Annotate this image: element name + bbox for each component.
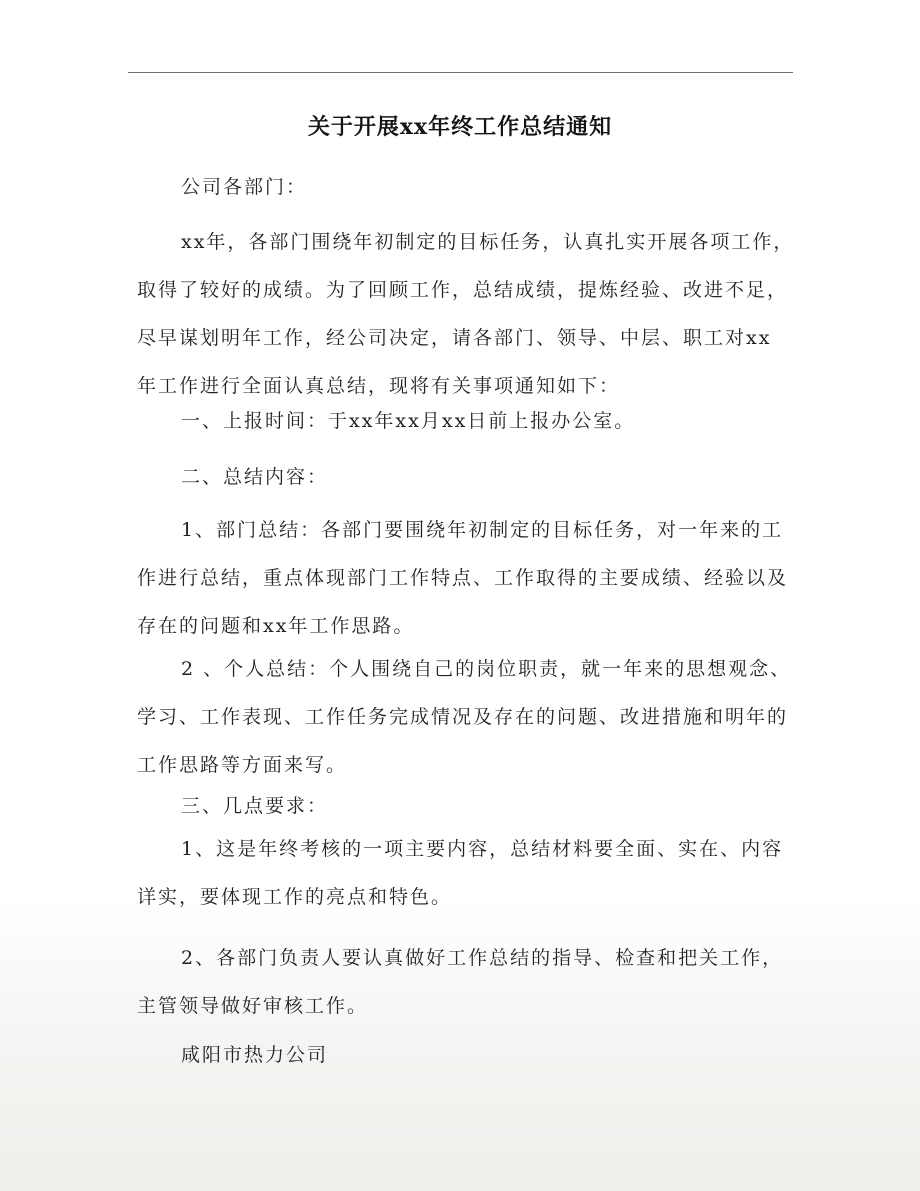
item-line: 作进行总结，重点体现部门工作特点、工作取得的主要成绩、经验以及 [137, 567, 789, 589]
item-3-1-paragraph [137, 825, 797, 921]
document-title: 关于开展xx年终工作总结通知 [307, 114, 613, 140]
intro-paragraph [137, 218, 797, 410]
item-line: 2、各部门负责人要认真做好工作总结的指导、检查和把关工作， [181, 947, 784, 969]
intro-line: 尽早谋划明年工作，经公司决定，请各部门、领导、中层、职工对xx [137, 327, 772, 349]
item-line: 1、部门总结：各部门要围绕年初制定的目标任务，对一年来的工 [181, 519, 784, 541]
item-2-2-paragraph [137, 645, 797, 789]
section-2-heading: 二、总结内容： [181, 466, 329, 488]
intro-line: 取得了较好的成绩。为了回顾工作，总结成绩，提炼经验、改进不足， [137, 279, 789, 301]
intro-line: 年工作进行全面认真总结，现将有关事项通知如下： [137, 375, 621, 397]
item-3-2-paragraph [137, 934, 797, 1030]
item-line: 主管领导做好审核工作。 [137, 995, 369, 1017]
salutation: 公司各部门： [181, 176, 308, 198]
intro-line: xx年，各部门围绕年初制定的目标任务，认真扎实开展各项工作， [181, 231, 795, 253]
item-line: 2 、个人总结：个人围绕自己的岗位职责，就一年来的思想观念、 [181, 658, 792, 680]
section-1-heading: 一、上报时间：于xx年xx月xx日前上报办公室。 [181, 410, 636, 432]
item-line: 学习、工作表现、工作任务完成情况及存在的问题、改进措施和明年的 [137, 706, 789, 728]
item-line: 工作思路等方面来写。 [137, 754, 348, 776]
item-line: 1、这是年终考核的一项主要内容，总结材料要全面、实在、内容 [181, 838, 784, 860]
section-3-heading: 三、几点要求： [181, 795, 329, 817]
item-line: 存在的问题和xx年工作思路。 [137, 615, 415, 637]
item-line: 详实，要体现工作的亮点和特色。 [137, 886, 453, 908]
item-2-1-paragraph [137, 506, 797, 650]
header-rule [128, 72, 793, 73]
signature: 咸阳市热力公司 [181, 1044, 329, 1066]
